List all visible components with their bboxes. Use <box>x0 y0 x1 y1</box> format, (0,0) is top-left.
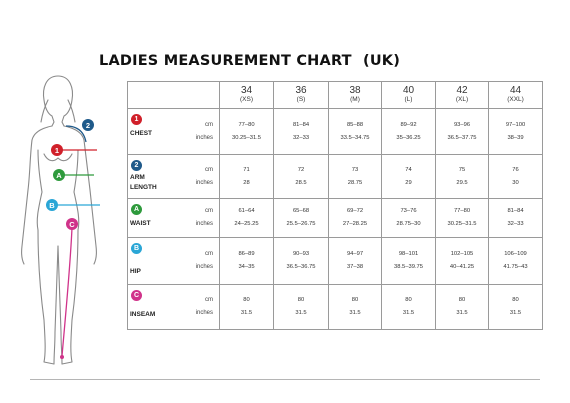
hip-badge: B <box>131 243 142 254</box>
value-cell <box>489 109 543 155</box>
cm-value: 65–68 <box>292 208 310 214</box>
size-label: (XS) <box>240 95 253 103</box>
cm-value: 97–100 <box>505 121 526 128</box>
value-cell <box>220 285 274 330</box>
unit-inches: inches <box>195 264 213 270</box>
measurement-name: HIP <box>130 268 141 275</box>
size-header-row <box>128 82 543 109</box>
value-cell <box>382 155 436 199</box>
cm-value: 73 <box>351 166 359 173</box>
inseam-end-dot <box>60 355 64 359</box>
cm-value: 69–72 <box>346 208 364 214</box>
value-cell <box>382 199 436 238</box>
row-label-arm-length <box>128 155 220 199</box>
chest-badge: 1 <box>131 114 142 125</box>
inch-value: 24–25.25 <box>234 221 259 227</box>
cm-value: 80 <box>351 297 359 303</box>
waist-badge-label: A <box>56 171 62 180</box>
size-header-m <box>329 82 382 109</box>
chart-title-text: LADIES MEASUREMENT CHART <box>99 53 352 69</box>
size-label: (M) <box>350 95 360 103</box>
cm-value: 80 <box>243 297 250 303</box>
cm-value: 81–84 <box>292 121 310 128</box>
cm-value: 77–80 <box>238 121 255 128</box>
units-column <box>183 199 213 237</box>
inch-value: 38–39 <box>507 134 524 141</box>
value-cell <box>220 199 274 238</box>
cm-value: 86–89 <box>238 251 255 257</box>
inch-value: 31.5 <box>240 310 253 316</box>
inch-value: 40–41.25 <box>449 264 475 270</box>
body-figure-illustration <box>8 70 128 370</box>
unit-cm: cm <box>205 297 213 303</box>
row-chest <box>128 109 543 155</box>
row-hip <box>128 238 543 285</box>
inch-value: 33.5–34.75 <box>340 134 370 141</box>
units-column <box>183 238 213 284</box>
inch-value: 28 <box>243 179 250 186</box>
cm-value: 61–64 <box>238 208 255 214</box>
value-cell <box>274 155 329 199</box>
value-cell <box>489 238 543 285</box>
size-header-xs <box>220 82 274 109</box>
cm-value: 81–84 <box>507 208 524 214</box>
cm-value: 80 <box>512 297 519 303</box>
value-cell <box>489 199 543 238</box>
row-label-inseam <box>128 285 220 330</box>
size-header-xxl <box>489 82 543 109</box>
units-column <box>183 285 213 329</box>
cm-value: 93–96 <box>453 121 471 128</box>
cm-value: 106–109 <box>504 251 527 257</box>
arm-length-badge: 2 <box>131 160 142 171</box>
chart-title <box>99 53 499 69</box>
size-number: 40 <box>402 85 415 97</box>
cm-value: 90–93 <box>292 251 310 257</box>
size-number: 36 <box>295 85 307 97</box>
row-label-hip <box>128 238 220 285</box>
row-label-waist <box>128 199 220 238</box>
inch-value: 36.5–37.75 <box>447 134 477 141</box>
measurement-name: INSEAM <box>130 311 156 318</box>
measurement-name: ARM <box>130 174 145 181</box>
inch-value: 31.5 <box>402 310 415 316</box>
inch-value: 38.5–39.75 <box>393 264 423 270</box>
inch-value: 25.5–26.75 <box>286 221 316 227</box>
value-cell <box>436 199 489 238</box>
arm-measure-line <box>66 126 86 142</box>
value-cell <box>489 155 543 199</box>
size-label: (S) <box>296 95 306 103</box>
inch-value: 34–35 <box>238 264 255 270</box>
inch-value: 30.25–31.5 <box>231 134 261 141</box>
cm-value: 94–97 <box>346 251 364 257</box>
inch-value: 27–28.25 <box>342 221 368 227</box>
chest-badge-label: 1 <box>54 146 60 155</box>
inch-value: 37–38 <box>346 264 364 270</box>
inch-value: 32–33 <box>507 221 524 227</box>
measurement-table <box>127 81 543 330</box>
cm-value: 74 <box>405 166 412 173</box>
header-corner-cell <box>128 82 220 109</box>
unit-cm: cm <box>205 166 213 173</box>
value-cell <box>329 199 382 238</box>
value-cell <box>329 155 382 199</box>
value-cell <box>489 285 543 330</box>
value-cell <box>436 155 489 199</box>
body-outline <box>22 76 97 364</box>
cm-value: 77–80 <box>453 208 471 214</box>
value-cell <box>436 238 489 285</box>
inch-value: 31.5 <box>509 310 522 316</box>
inch-value: 30 <box>512 179 519 186</box>
size-number: 34 <box>240 85 253 97</box>
inch-value: 29 <box>405 179 412 186</box>
cm-value: 71 <box>243 166 250 173</box>
size-header-l <box>382 82 436 109</box>
inch-value: 41.75–43 <box>503 264 528 270</box>
value-cell <box>274 199 329 238</box>
value-cell <box>220 155 274 199</box>
inseam-measure-line <box>62 228 72 356</box>
size-number: 42 <box>456 85 468 97</box>
measurement-name-line2: LENGTH <box>130 184 157 191</box>
inch-value: 28.75–30 <box>396 221 421 227</box>
value-cell <box>329 238 382 285</box>
cm-value: 76 <box>512 166 519 173</box>
waist-badge: A <box>131 204 142 215</box>
value-cell <box>382 238 436 285</box>
value-cell <box>220 238 274 285</box>
value-cell <box>382 285 436 330</box>
inch-value: 31.5 <box>456 310 468 316</box>
unit-inches: inches <box>195 221 213 227</box>
size-label: (XL) <box>455 95 469 103</box>
value-cell <box>436 285 489 330</box>
cm-value: 80 <box>297 297 305 303</box>
row-waist <box>128 199 543 238</box>
value-cell <box>274 109 329 155</box>
cm-value: 102–105 <box>450 251 474 257</box>
cm-value: 80 <box>458 297 466 303</box>
cm-value: 80 <box>405 297 412 303</box>
unit-cm: cm <box>205 251 213 257</box>
units-column <box>183 155 213 198</box>
footer-divider <box>30 379 540 380</box>
size-header-xl <box>436 82 489 109</box>
inch-value: 28.75 <box>347 179 363 186</box>
inch-value: 35–36.25 <box>396 134 421 141</box>
value-cell <box>382 109 436 155</box>
value-cell <box>329 285 382 330</box>
unit-inches: inches <box>195 134 213 141</box>
cm-value: 72 <box>297 166 305 173</box>
cm-value: 73–76 <box>400 208 417 214</box>
row-inseam <box>128 285 543 330</box>
inch-value: 31.5 <box>295 310 307 316</box>
measurement-name: CHEST <box>130 130 153 137</box>
size-number: 44 <box>509 85 522 97</box>
size-label: (XXL) <box>507 95 524 103</box>
value-cell <box>274 238 329 285</box>
size-header-s <box>274 82 329 109</box>
size-label: (L) <box>404 95 413 103</box>
value-cell <box>220 109 274 155</box>
row-label-chest <box>128 109 220 155</box>
unit-cm: cm <box>205 121 213 128</box>
inch-value: 29.5 <box>456 179 468 186</box>
unit-inches: inches <box>195 179 213 186</box>
cm-value: 85–88 <box>346 121 364 128</box>
units-column <box>183 109 213 154</box>
hip-badge-label: B <box>49 201 55 210</box>
inch-value: 28.5 <box>295 179 307 186</box>
arm-badge-label: 2 <box>85 121 91 130</box>
inch-value: 30.25–31.5 <box>447 221 477 227</box>
chart-title-suffix: (UK) <box>363 53 401 69</box>
inseam-badge-label: C <box>69 220 75 229</box>
value-cell <box>329 109 382 155</box>
measurement-name: WAIST <box>130 220 151 227</box>
value-cell <box>274 285 329 330</box>
cm-value: 89–92 <box>400 121 417 128</box>
value-cell <box>436 109 489 155</box>
row-arm-length <box>128 155 543 199</box>
inseam-badge: C <box>131 290 142 301</box>
cm-value: 98–101 <box>398 251 419 257</box>
unit-inches: inches <box>195 310 213 316</box>
unit-cm: cm <box>205 208 213 214</box>
size-number: 38 <box>349 85 361 97</box>
inch-value: 32–33 <box>292 134 310 141</box>
inch-value: 31.5 <box>349 310 361 316</box>
cm-value: 75 <box>458 166 466 173</box>
inch-value: 36.5–36.75 <box>286 264 316 270</box>
